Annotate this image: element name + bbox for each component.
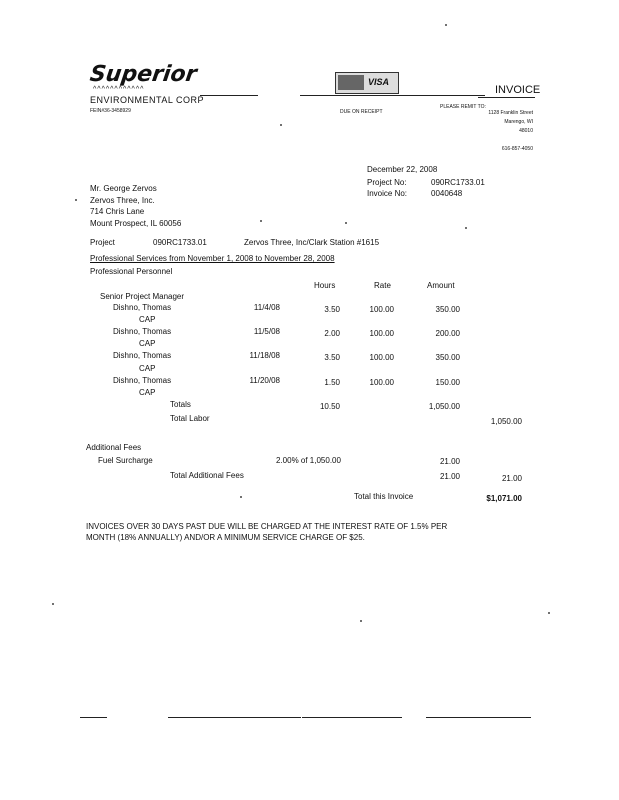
- table-row-name: Dishno, Thomas: [113, 351, 172, 360]
- personnel-role: Senior Project Manager: [100, 292, 185, 301]
- table-row-sub: CAP: [139, 364, 156, 373]
- project-description: Zervos Three, Inc/Clark Station #1615: [244, 238, 380, 247]
- total-invoice-amount: $1,071.00: [486, 494, 522, 503]
- col-rate-header: Rate: [374, 281, 391, 290]
- scan-speck: [280, 124, 282, 126]
- project-no-value: 090RC1733.01: [431, 178, 485, 187]
- invoice-no-label: Invoice No:: [367, 189, 408, 198]
- total-additional-fees-label: Total Additional Fees: [170, 471, 244, 480]
- table-row-rate: 100.00: [369, 378, 394, 387]
- table-row-amount: 200.00: [435, 329, 460, 338]
- personnel-heading: Professional Personnel: [90, 267, 173, 276]
- table-row-date: 11/20/08: [249, 376, 280, 385]
- due-on-receipt: DUE ON RECEIPT: [340, 109, 383, 115]
- company-logo: Superior: [88, 62, 199, 87]
- credit-card-logos: [335, 72, 399, 94]
- fuel-surcharge-calc: 2.00% of 1,050.00: [276, 456, 341, 465]
- table-row-sub: CAP: [139, 315, 156, 324]
- invoice-date: December 22, 2008: [367, 165, 438, 174]
- totals-label: Totals: [170, 400, 191, 409]
- company-name: ENVIRONMENTAL CORP: [90, 95, 205, 105]
- header-rule-left: [200, 95, 258, 96]
- table-row-name: Dishno, Thomas: [113, 376, 172, 385]
- table-row-hours: 3.50: [324, 353, 340, 362]
- service-period: Professional Services from November 1, 2008 to November 28, 2008: [90, 254, 335, 263]
- company-fein: FEIN#36-3458929: [90, 108, 131, 114]
- total-labor-amount: 1,050.00: [490, 417, 522, 426]
- table-row-hours: 1.50: [324, 378, 340, 387]
- invoice-no-value: 0040648: [431, 189, 463, 198]
- footer-rule-4: [426, 717, 531, 718]
- total-additional-fees-amount: 21.00: [439, 472, 460, 481]
- title-rule: [478, 97, 535, 98]
- logo-tagline-marks: ^^^^^^^^^^^^: [93, 86, 145, 93]
- remit-address-line-3: 48010: [519, 128, 533, 134]
- bill-to-line-4: Mount Prospect, IL 60056: [90, 219, 182, 228]
- table-row-sub: CAP: [139, 388, 156, 397]
- totals-amount: 1,050.00: [428, 402, 460, 411]
- table-row-date: 11/18/08: [249, 351, 280, 360]
- scan-speck: [360, 620, 362, 622]
- col-amount-header: Amount: [427, 281, 455, 290]
- remit-address-line-1: 1128 Franklin Street: [488, 110, 533, 116]
- table-row-amount: 350.00: [435, 353, 460, 362]
- footer-rule-1: [80, 717, 107, 718]
- table-row-date: 11/4/08: [253, 303, 280, 312]
- scan-speck: [465, 227, 467, 229]
- table-row-hours: 3.50: [324, 305, 340, 314]
- col-hours-header: Hours: [314, 281, 336, 290]
- bill-to-line-3: 714 Chris Lane: [90, 207, 145, 216]
- fuel-surcharge-label: Fuel Surcharge: [98, 456, 153, 465]
- late-fee-notice-line-2: MONTH (18% ANNUALLY) AND/OR A MINIMUM SERVICE CHARGE OF $25.: [86, 533, 365, 542]
- scan-speck: [52, 603, 54, 605]
- bill-to-line-2: Zervos Three, Inc.: [90, 196, 155, 205]
- total-invoice-label: Total this Invoice: [354, 492, 414, 501]
- bill-to-line-1: Mr. George Zervos: [90, 184, 157, 193]
- header-rule-middle: [300, 95, 485, 96]
- table-row-name: Dishno, Thomas: [113, 303, 172, 312]
- footer-rule-3: [302, 717, 402, 718]
- scan-speck: [445, 24, 447, 26]
- project-label: Project: [90, 238, 115, 247]
- project-no-label: Project No:: [367, 178, 407, 187]
- scan-speck: [75, 199, 77, 201]
- total-labor-label: Total Labor: [170, 414, 210, 423]
- company-phone: 616-857-4050: [501, 146, 533, 152]
- document-title: INVOICE: [495, 84, 541, 96]
- scan-speck: [240, 496, 242, 498]
- table-row-date: 11/5/08: [253, 327, 280, 336]
- project-number: 090RC1733.01: [153, 238, 207, 247]
- remit-label: PLEASE REMIT TO:: [440, 104, 486, 110]
- additional-fees-heading: Additional Fees: [86, 443, 142, 452]
- footer-rule-2: [168, 717, 301, 718]
- totals-hours: 10.50: [319, 402, 340, 411]
- table-row-amount: 350.00: [435, 305, 460, 314]
- table-row-rate: 100.00: [369, 353, 394, 362]
- table-row-rate: 100.00: [369, 305, 394, 314]
- fuel-surcharge-amount: 21.00: [439, 457, 460, 466]
- table-row-name: Dishno, Thomas: [113, 327, 172, 336]
- mastercard-icon: [338, 75, 364, 90]
- table-row-rate: 100.00: [369, 329, 394, 338]
- scan-speck: [260, 220, 262, 222]
- total-additional-fees-right: 21.00: [501, 474, 522, 483]
- visa-logo: VISA: [368, 77, 390, 87]
- scan-speck: [345, 222, 347, 224]
- table-row-sub: CAP: [139, 339, 156, 348]
- table-row-hours: 2.00: [324, 329, 340, 338]
- late-fee-notice-line-1: INVOICES OVER 30 DAYS PAST DUE WILL BE CHARGED AT THE INTEREST RATE OF 1.5% PER: [86, 522, 448, 531]
- scan-speck: [548, 612, 550, 614]
- table-row-amount: 150.00: [435, 378, 460, 387]
- remit-address-line-2: Marengo, WI: [504, 119, 533, 125]
